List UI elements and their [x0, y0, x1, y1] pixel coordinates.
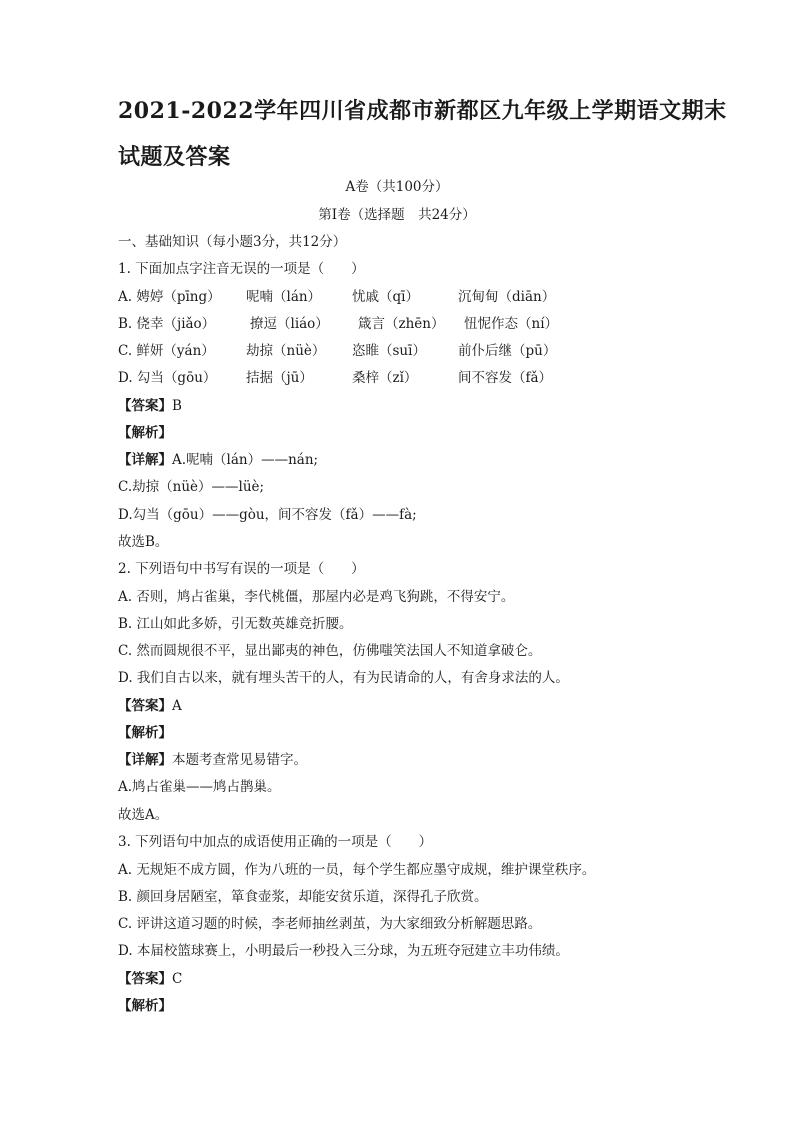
- document-title: [118, 88, 727, 180]
- q2-option-a: A. 否则，鸠占雀巢，李代桃僵，那屋内必是鸡飞狗跳，不得安宁。: [118, 589, 515, 605]
- q1-b-item-1: B. 侥幸（jiǎo）: [118, 316, 216, 332]
- q1-detail-text-1: A.呢喃（lán）——nán;: [172, 452, 319, 468]
- q2-answer-value: A: [172, 698, 182, 714]
- q3-answer-value: C: [172, 971, 183, 987]
- q2-option-d: D. 我们自古以来，就有埋头苦干的人，有为民请命的人，有舍身求法的人。: [118, 670, 569, 686]
- q2-option-c: C. 然而圆规很不平，显出鄙夷的神色，仿佛嗤笑法国人不知道拿破仑。: [118, 643, 542, 659]
- q1-detail-2: C.劫掠（nüè）——lüè;: [118, 479, 265, 495]
- q1-option-c: [118, 341, 556, 361]
- q1-a-item-4: 沉甸甸（diān）: [458, 289, 556, 305]
- q1-analysis-label: 【解析】: [118, 425, 172, 441]
- q1-answer-value: B: [172, 398, 182, 414]
- q1-d-item-1: D. 勾当（gōu）: [118, 370, 217, 386]
- q1-stem: 1. 下面加点字注音无误的一项是（ ）: [118, 261, 365, 277]
- q2-detail-label: 【详解】: [118, 752, 172, 768]
- q3-option-b: B. 颜回身居陋室，箪食壶浆，却能安贫乐道，深得孔子欣赏。: [118, 889, 488, 905]
- q3-answer-label: 【答案】: [118, 971, 172, 987]
- q3-analysis-label: 【解析】: [118, 998, 172, 1014]
- q1-answer-label: 【答案】: [118, 398, 172, 414]
- volume-heading: A卷（共100分）: [345, 179, 449, 195]
- q3-option-c: C. 评讲这道习题的时候，李老师抽丝剥茧，为大家细致分析解题思路。: [118, 916, 542, 932]
- q1-detail-label: 【详解】: [118, 452, 172, 468]
- part-heading: 第Ⅰ卷（选择题 共24分）: [318, 207, 476, 223]
- q1-c-item-4: 前仆后继（pū）: [458, 343, 557, 359]
- q1-a-item-2: 呢喃（lán）: [246, 289, 322, 305]
- q1-detail-1: [118, 450, 318, 470]
- q1-answer: [118, 396, 182, 416]
- q1-option-b: [118, 314, 558, 334]
- section-heading: 一、基础知识（每小题3分，共12分）: [118, 234, 347, 250]
- q2-stem: 2. 下列语句中书写有误的一项是（ ）: [118, 561, 365, 577]
- title-line-1: 2021-2022学年四川省成都市新都区九年级上学期语文期末: [118, 98, 727, 124]
- q1-option-d: [118, 368, 552, 388]
- q1-c-item-1: C. 鲜妍（yán）: [118, 343, 215, 359]
- q2-option-b: B. 江山如此多娇，引无数英雄竞折腰。: [118, 616, 353, 632]
- q2-answer: [118, 696, 182, 716]
- q1-d-item-3: 桑梓（zǐ）: [352, 370, 418, 386]
- q2-detail-text-1: 本题考查常见易错字。: [172, 752, 307, 768]
- q1-a-item-1: A. 娉婷（pīng）: [118, 289, 221, 305]
- q2-analysis-label: 【解析】: [118, 725, 172, 741]
- q1-a-item-3: 忧戚（qī）: [352, 289, 419, 305]
- q2-answer-label: 【答案】: [118, 698, 172, 714]
- q2-detail-2: A.鸠占雀巢——鸠占鹊巢。: [118, 779, 281, 795]
- q1-b-item-3: 箴言（zhēn）: [358, 316, 445, 332]
- q3-answer: [118, 969, 182, 989]
- q1-c-item-3: 恣睢（suī）: [352, 343, 426, 359]
- q1-detail-3: D.勾当（gōu）——gòu，间不容发（fǎ）——fà;: [118, 507, 417, 523]
- q3-stem: 3. 下列语句中加点的成语使用正确的一项是（ ）: [118, 834, 433, 850]
- q3-option-d: D. 本届校篮球赛上，小明最后一秒投入三分球，为五班夺冠建立丰功伟绩。: [118, 943, 569, 959]
- q2-detail-3: 故选A。: [118, 807, 169, 823]
- q1-d-item-4: 间不容发（fǎ）: [458, 370, 553, 386]
- q2-detail-1: [118, 750, 307, 770]
- q1-d-item-2: 拮据（jū）: [246, 370, 313, 386]
- q1-c-item-2: 劫掠（nüè）: [246, 343, 326, 359]
- q1-b-item-2: 撩逗（liáo）: [250, 316, 329, 332]
- q1-detail-4: 故选B。: [118, 534, 169, 550]
- title-line-2: 试题及答案: [118, 144, 231, 170]
- q3-option-a: A. 无规矩不成方圆，作为八班的一员，每个学生都应墨守成规，维护课堂秩序。: [118, 862, 596, 878]
- q1-option-a: [118, 287, 555, 307]
- q1-b-item-4: 忸怩作态（ní）: [464, 316, 559, 332]
